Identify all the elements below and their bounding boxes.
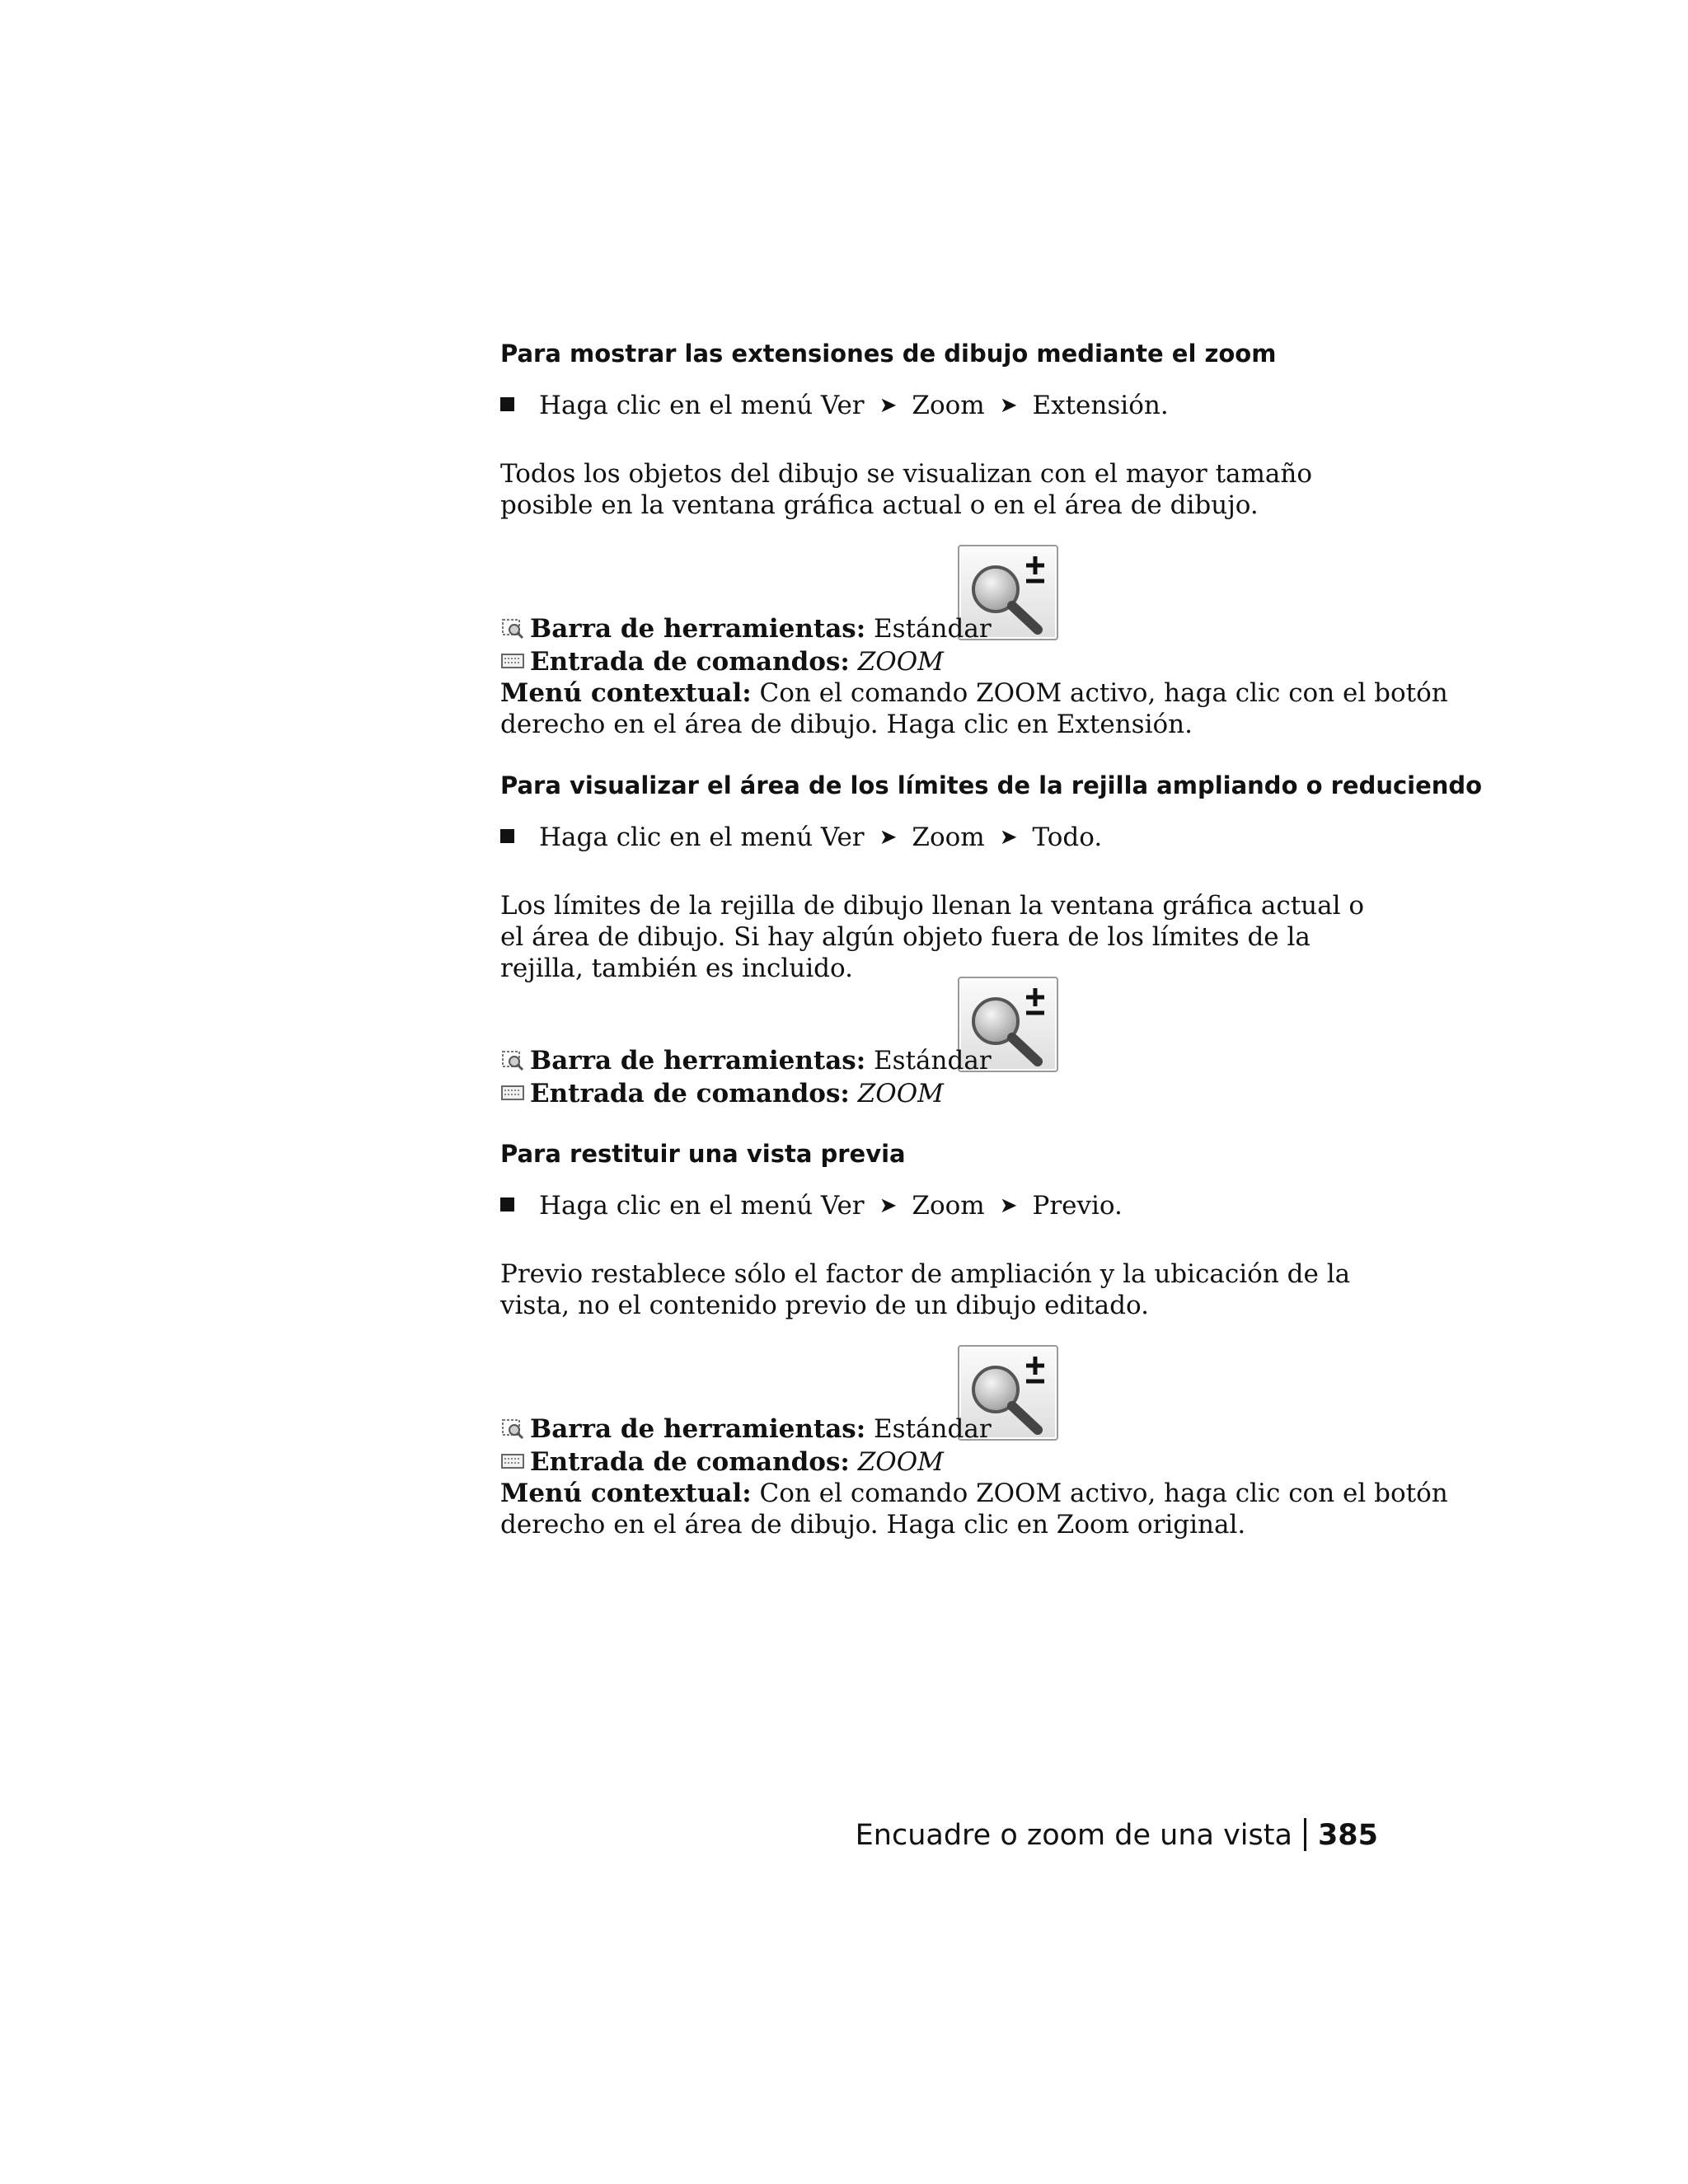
toolbar-icon xyxy=(500,1415,525,1440)
arrow-icon: ➤ xyxy=(879,393,898,418)
step-text: Haga clic en el menú Ver xyxy=(539,823,865,852)
keyboard-icon xyxy=(500,648,525,673)
toolbar-value: Estándar xyxy=(874,1414,992,1444)
arrow-icon: ➤ xyxy=(879,825,898,850)
context-menu-line xyxy=(500,1478,1448,1509)
step-path-item: Zoom xyxy=(912,823,985,852)
toolbar-value: Estándar xyxy=(874,614,992,644)
toolbar-value: Estándar xyxy=(874,1046,992,1076)
command-value: ZOOM xyxy=(857,647,944,677)
step-text: Haga clic en el menú Ver xyxy=(539,1191,865,1221)
command-value: ZOOM xyxy=(857,1079,944,1108)
description-paragraph: Todos los objetos del dibujo se visualizan con el mayor tamaño posible en la ventana gráfica actual o en el área de dibujo. xyxy=(500,459,1313,520)
keyboard-icon xyxy=(500,1448,525,1473)
page-footer xyxy=(500,1817,1378,1854)
bullet-icon xyxy=(500,829,514,843)
context-text-continued: derecho en el área de dibujo. Haga clic en Zoom original. xyxy=(500,1510,1246,1540)
toolbar-icon xyxy=(500,615,525,640)
menu-step xyxy=(500,390,1169,423)
arrow-icon: ➤ xyxy=(999,1193,1018,1218)
toolbar-label: Barra de herramientas: xyxy=(530,1414,866,1444)
description-paragraph: Previo restablece sólo el factor de ampliación y la ubicación de la vista, no el contenido previo de un dibujo editado. xyxy=(500,1259,1351,1320)
section-heading: Para mostrar las extensiones de dibujo mediante el zoom xyxy=(500,340,1277,368)
menu-step xyxy=(500,1190,1123,1223)
bullet-icon xyxy=(500,1197,514,1212)
context-menu-line xyxy=(500,677,1448,709)
context-text: Con el comando ZOOM activo, haga clic con el botón xyxy=(759,1479,1448,1508)
toolbar-label: Barra de herramientas: xyxy=(530,614,866,644)
footer-title: Encuadre o zoom de una vista xyxy=(855,1819,1292,1852)
toolbar-label: Barra de herramientas: xyxy=(530,1046,866,1076)
section-heading: Para visualizar el área de los límites de la rejilla ampliando o reduciendo xyxy=(500,771,1483,799)
step-path-item: Todo. xyxy=(1032,823,1103,852)
section-heading: Para restituir una vista previa xyxy=(500,1140,906,1168)
command-label: Entrada de comandos: xyxy=(530,1447,850,1477)
command-value: ZOOM xyxy=(857,1447,944,1477)
arrow-icon: ➤ xyxy=(879,1193,898,1218)
step-path-item: Previo. xyxy=(1032,1191,1123,1221)
context-text-continued: derecho en el área de dibujo. Haga clic en Extensión. xyxy=(500,710,1193,739)
step-path-item: Extensión. xyxy=(1032,391,1169,420)
menu-step xyxy=(500,822,1102,855)
step-path-item: Zoom xyxy=(912,1191,985,1221)
step-text: Haga clic en el menú Ver xyxy=(539,391,865,420)
context-text: Con el comando ZOOM activo, haga clic con el botón xyxy=(759,678,1448,708)
command-line xyxy=(500,1446,944,1478)
step-path-item: Zoom xyxy=(912,391,985,420)
toolbar-line xyxy=(500,1045,992,1076)
arrow-icon: ➤ xyxy=(999,825,1018,850)
toolbar-icon xyxy=(500,1047,525,1071)
keyboard-icon xyxy=(500,1080,525,1104)
toolbar-line xyxy=(500,1413,992,1445)
command-label: Entrada de comandos: xyxy=(530,647,850,677)
toolbar-line xyxy=(500,613,992,644)
footer-separator xyxy=(1304,1818,1306,1851)
arrow-icon: ➤ xyxy=(999,393,1018,418)
command-label: Entrada de comandos: xyxy=(530,1079,850,1108)
command-line xyxy=(500,1078,944,1109)
context-label: Menú contextual: xyxy=(500,1479,752,1508)
context-label: Menú contextual: xyxy=(500,678,752,708)
command-line xyxy=(500,646,944,677)
description-paragraph: Los límites de la rejilla de dibujo llenan la ventana gráfica actual o el área de dibujo. Si hay algún objeto fuera de los límites de la rejilla, también es incluido. xyxy=(500,891,1365,983)
bullet-icon xyxy=(500,397,514,411)
page-number: 385 xyxy=(1317,1819,1378,1852)
